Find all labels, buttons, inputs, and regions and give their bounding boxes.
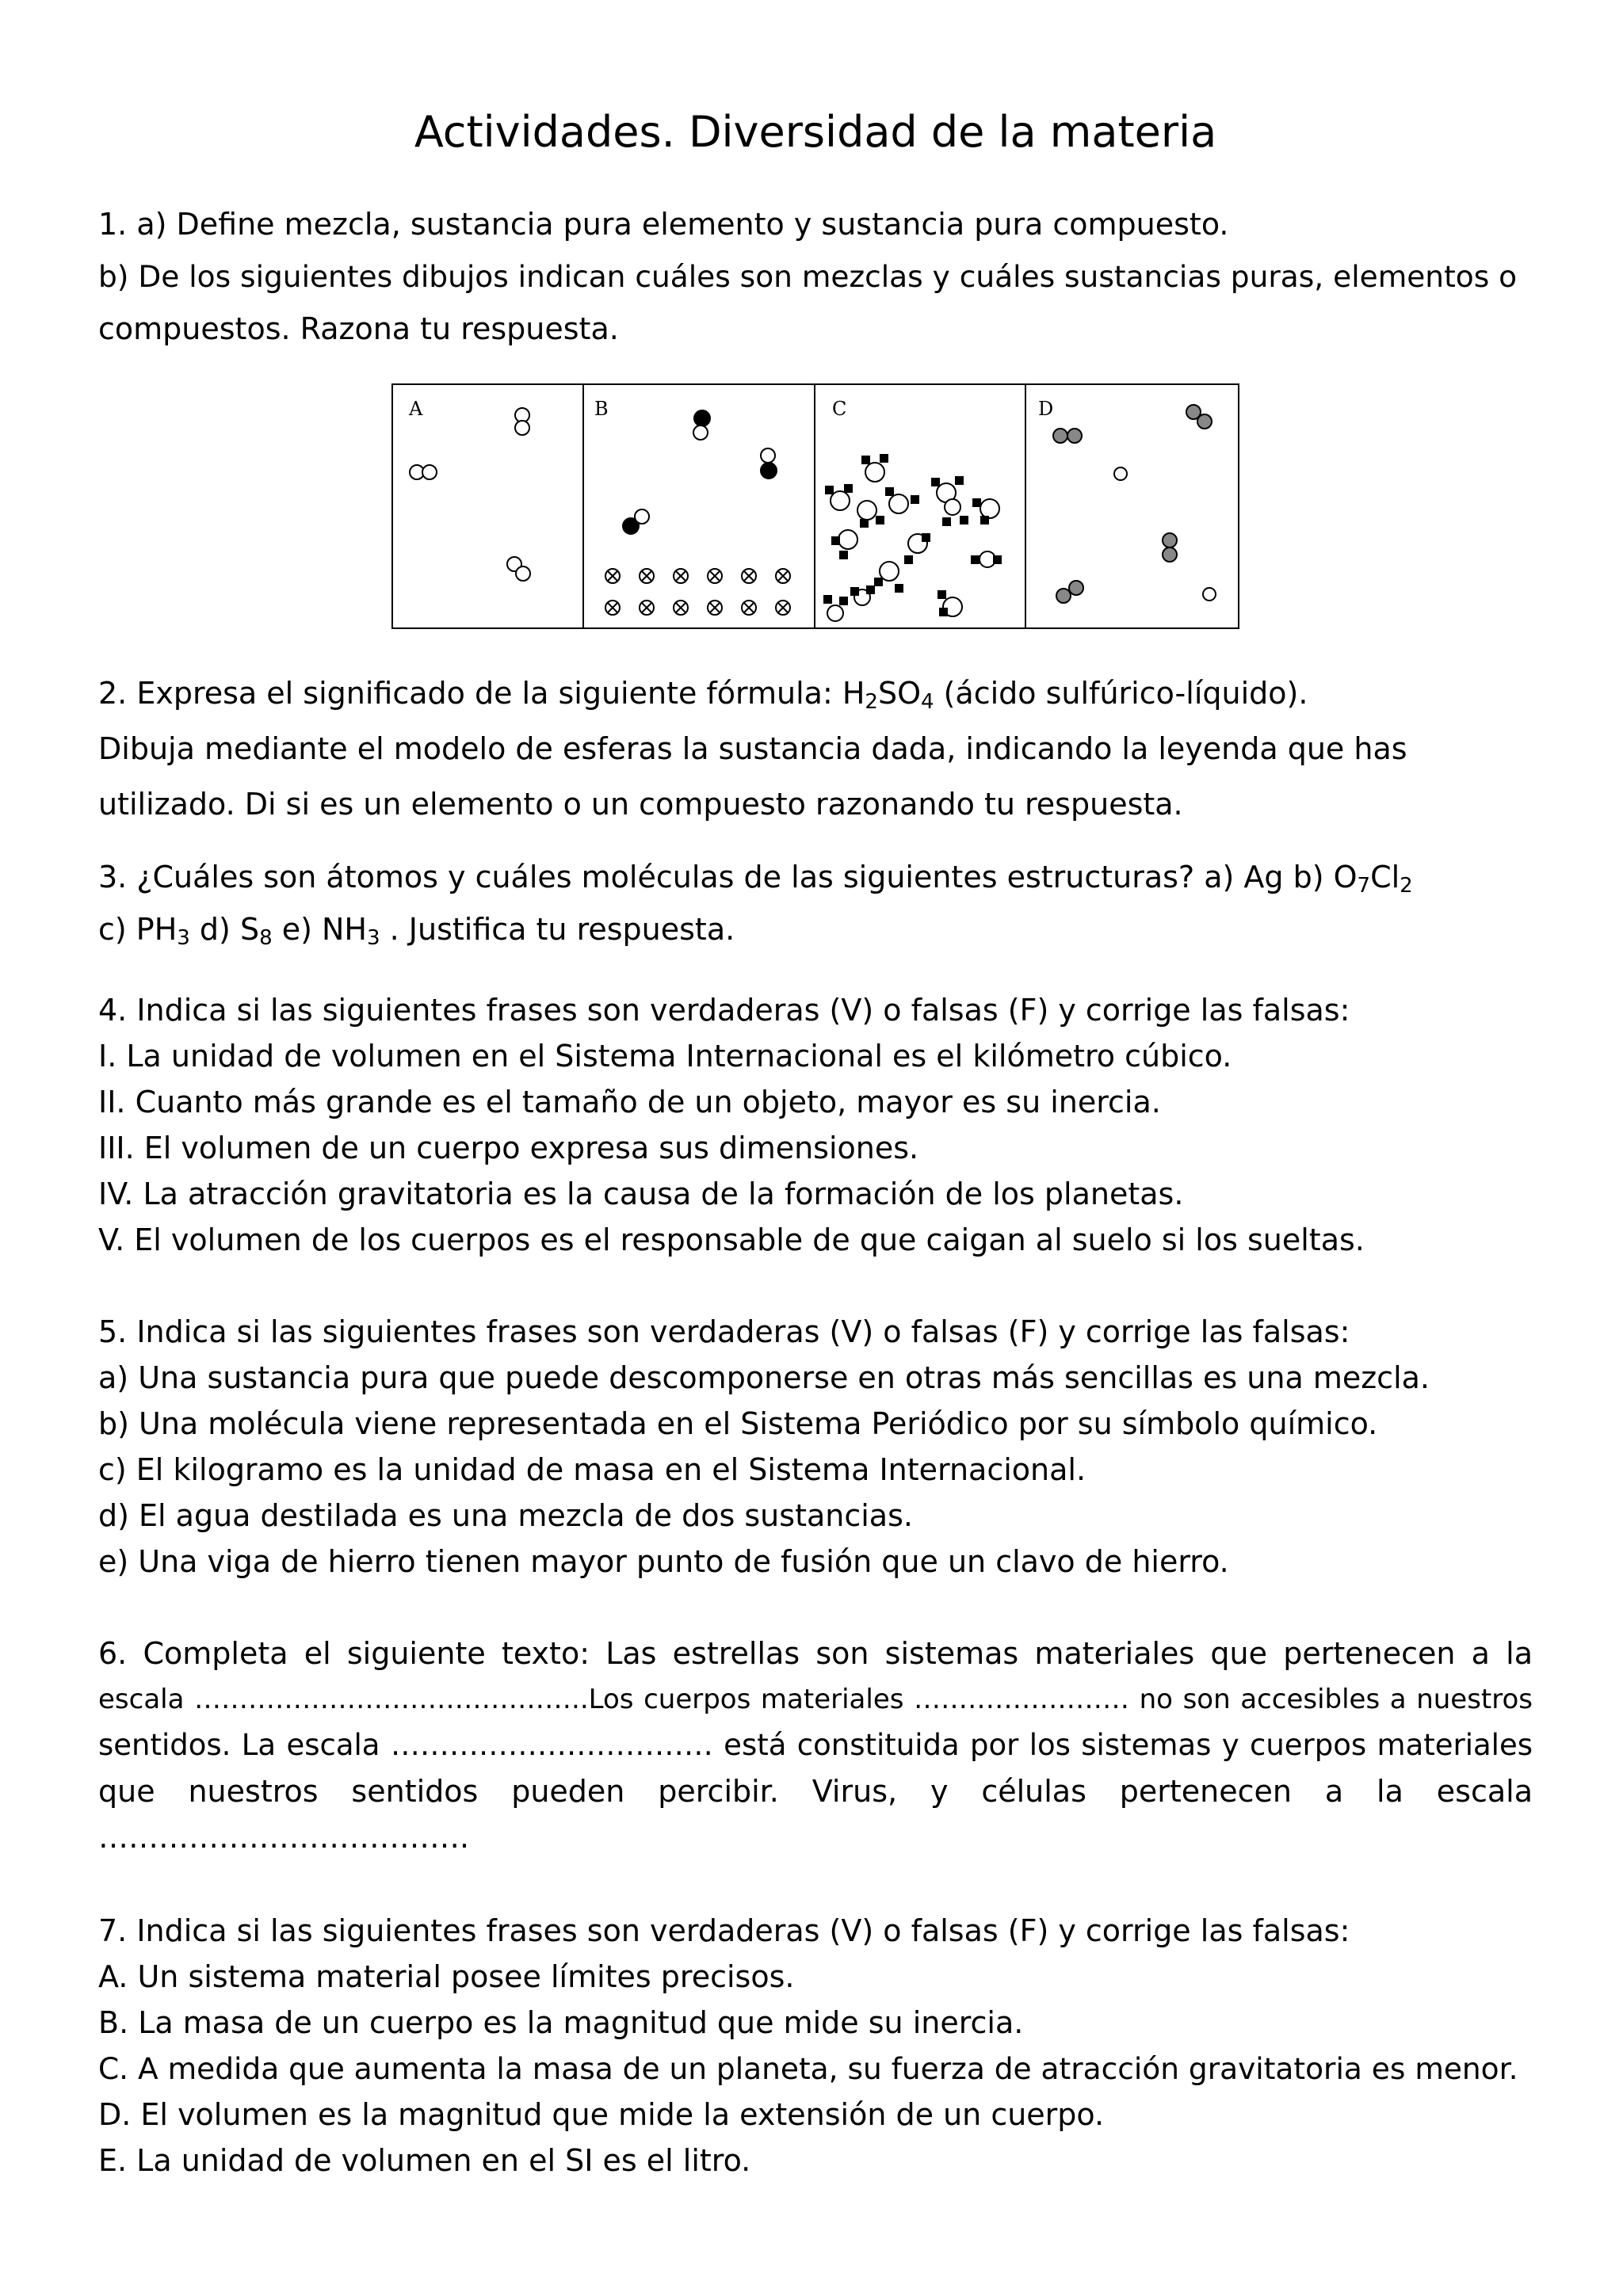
q5-item: d) El agua destilada es una mezcla de dos sustancias. xyxy=(98,1498,913,1533)
crossed-atom xyxy=(708,601,722,615)
q1-line-3: compuestos. Razona tu respuesta. xyxy=(98,311,619,346)
molecule xyxy=(875,562,903,592)
question-2 xyxy=(98,666,1533,832)
q3-text: c) PH xyxy=(98,912,178,947)
q4-item: II. Cuanto más grande es el tamaño de un objeto, mayor es su inercia. xyxy=(98,1085,1161,1119)
particle xyxy=(516,566,530,581)
q6-line: sentidos. La escala …………………………… está constituida por los sistemas y cuerpos materiales xyxy=(98,1728,1533,1762)
q7-item: A. Un sistema material posee límites precisos. xyxy=(98,1959,795,1994)
question-4 xyxy=(98,987,1533,1263)
q3-text: e) NH xyxy=(272,912,367,947)
crossed-atom xyxy=(742,601,756,615)
q7-item: E. La unidad de volumen en el SI es el litro. xyxy=(98,2143,751,2178)
q3-text: Cl xyxy=(1370,860,1400,894)
question-6 xyxy=(98,1630,1533,1860)
particle-diagram-figure xyxy=(391,383,1239,629)
q5-intro: 5. Indica si las siguientes frases son verdaderas (V) o falsas (F) y corrige las falsas: xyxy=(98,1314,1350,1349)
q2-formula-text: SO xyxy=(877,676,921,711)
q6-line: ………………………………. xyxy=(98,1820,470,1855)
q1-line-1: 1. a) Define mezcla, sustancia pura elemento y sustancia pura compuesto. xyxy=(98,207,1229,242)
subscript: 3 xyxy=(367,926,380,950)
molecule xyxy=(905,534,930,563)
subscript: 8 xyxy=(259,926,273,950)
molecule xyxy=(851,586,874,605)
particle xyxy=(1163,533,1177,547)
subscript: 7 xyxy=(1357,874,1371,898)
crossed-atom xyxy=(640,601,654,615)
question-7 xyxy=(98,1908,1533,2183)
particle xyxy=(1163,547,1177,562)
particle xyxy=(1056,589,1071,603)
q4-item: IV. La atracción gravitatoria es la causa de la formación de los planetas. xyxy=(98,1177,1184,1211)
q5-item: c) El kilogramo es la unidad de masa en el Sistema Internacional. xyxy=(98,1452,1086,1487)
particle xyxy=(1197,414,1212,429)
particle xyxy=(693,425,708,440)
subscript: 4 xyxy=(920,690,934,714)
particle xyxy=(761,463,777,479)
q5-item: a) Una sustancia pura que puede descomponerse en otras más sencillas es una mezcla. xyxy=(98,1360,1430,1395)
molecule xyxy=(943,499,968,525)
crossed-atom xyxy=(776,601,790,615)
panel-c-molecules xyxy=(824,455,1001,621)
q6-line: 6. Completa el siguiente texto: Las estrellas son sistemas materiales que pertenecen a la xyxy=(98,1636,1533,1671)
molecule xyxy=(972,551,1001,567)
particle xyxy=(694,410,710,426)
molecule xyxy=(857,501,884,527)
molecule xyxy=(826,485,852,510)
crossed-atom xyxy=(742,569,756,583)
q7-intro: 7. Indica si las siguientes frases son verdaderas (V) o falsas (F) y corrige las falsas: xyxy=(98,1913,1350,1948)
molecule xyxy=(832,530,857,559)
particle xyxy=(1203,588,1216,601)
molecule xyxy=(938,591,962,616)
q2-formula-text: 2. Expresa el significado de la siguiente fórmula: H xyxy=(98,676,865,711)
q2-line-3: utilizado. Di si es un elemento o un compuesto razonando tu respuesta. xyxy=(98,787,1183,822)
panel-label-b: B xyxy=(594,398,609,420)
question-1 xyxy=(98,198,1533,355)
particle xyxy=(1114,467,1127,480)
question-3 xyxy=(98,851,1533,955)
crossed-atom xyxy=(776,569,790,583)
panel-b-crossed-atoms xyxy=(605,569,790,615)
page-title: Actividades. Diversidad de la materia xyxy=(414,107,1217,157)
question-5 xyxy=(98,1309,1533,1585)
panel-b-particles xyxy=(623,410,777,534)
panel-d-particles xyxy=(1053,405,1216,603)
q6-line: escala ……………………………………..Los cuerpos materiales …………………… no son accesibles a nuestros xyxy=(98,1684,1533,1715)
subscript: 2 xyxy=(1400,874,1413,898)
particle xyxy=(761,448,775,463)
q5-item: b) Una molécula viene representada en el Sistema Periódico por su símbolo químico. xyxy=(98,1406,1378,1441)
panel-label-d: D xyxy=(1038,398,1054,420)
crossed-atom xyxy=(605,601,620,615)
q3-text: 3. ¿Cuáles son átomos y cuáles moléculas de las siguientes estructuras? a) Ag b) O xyxy=(98,860,1358,894)
panel-label-a: A xyxy=(409,398,423,420)
q5-item: e) Una viga de hierro tienen mayor punto de fusión que un clavo de hierro. xyxy=(98,1544,1229,1579)
q1-line-2: b) De los siguientes dibujos indican cuáles son mezclas y cuáles sustancias puras, elementos o xyxy=(98,259,1518,294)
q3-line-2 xyxy=(98,903,1533,955)
particle xyxy=(422,465,437,479)
q4-item: V. El volumen de los cuerpos es el responsable de que caigan al suelo si los sueltas. xyxy=(98,1222,1365,1257)
molecule xyxy=(932,477,963,502)
crossed-atom xyxy=(708,569,722,583)
q2-line-1 xyxy=(98,666,1533,721)
subscript: 2 xyxy=(865,690,878,714)
panel-a-particles xyxy=(410,408,530,581)
molecule xyxy=(824,596,847,621)
molecule xyxy=(973,499,999,524)
q7-item: D. El volumen es la magnitud que mide la extensión de un cuerpo. xyxy=(98,2097,1105,2132)
particle xyxy=(1067,429,1082,443)
particle xyxy=(635,509,649,524)
crossed-atom xyxy=(674,601,688,615)
q4-item: I. La unidad de volumen en el Sistema Internacional es el kilómetro cúbico. xyxy=(98,1039,1232,1074)
q6-line: que nuestros sentidos pueden percibir. Virus, y células pertenecen a la escala xyxy=(98,1774,1533,1809)
molecule xyxy=(886,488,918,513)
panel-label-c: C xyxy=(832,398,847,420)
q2-formula-text: (ácido sulfúrico-líquido). xyxy=(934,676,1308,711)
q3-line-1 xyxy=(98,851,1533,903)
q4-intro: 4. Indica si las siguientes frases son verdaderas (V) o falsas (F) y corrige las falsas: xyxy=(98,993,1350,1028)
q3-text: d) S xyxy=(189,912,260,947)
q2-line-2: Dibuja mediante el modelo de esferas la sustancia dada, indicando la leyenda que has xyxy=(98,731,1407,766)
particle xyxy=(1069,581,1083,595)
subscript: 3 xyxy=(177,926,190,950)
particle-diagram xyxy=(391,383,1239,629)
q7-item: B. La masa de un cuerpo es la magnitud que mide su inercia. xyxy=(98,2005,1024,2040)
crossed-atom xyxy=(605,569,620,583)
q3-text: . Justifica tu respuesta. xyxy=(380,912,735,947)
crossed-atom xyxy=(674,569,688,583)
q4-item: III. El volumen de un cuerpo expresa sus dimensiones. xyxy=(98,1131,919,1165)
particle xyxy=(515,421,529,435)
molecule xyxy=(862,455,888,482)
crossed-atom xyxy=(640,569,654,583)
particle xyxy=(1053,429,1067,443)
q7-item: C. A medida que aumenta la masa de un planeta, su fuerza de atracción gravitatoria es menor. xyxy=(98,2051,1518,2086)
